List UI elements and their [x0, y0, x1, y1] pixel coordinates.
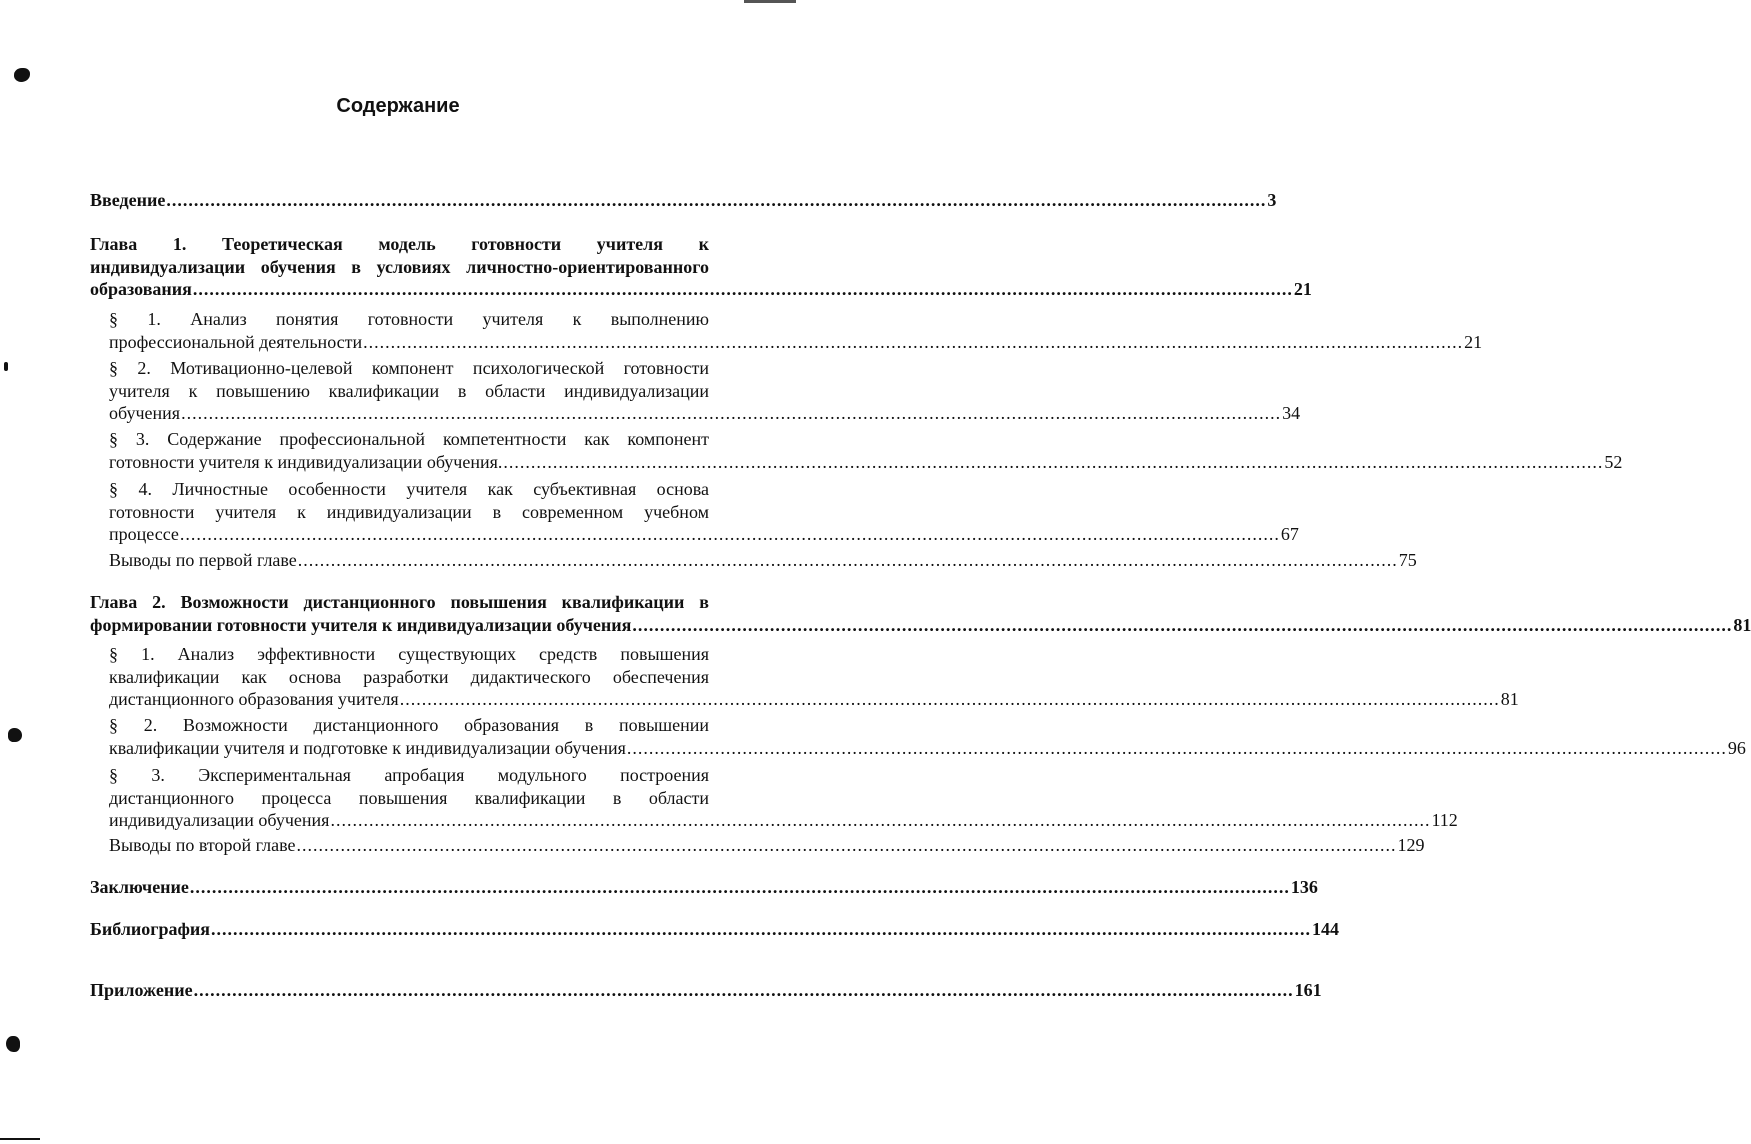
toc-page-number: 21 — [1293, 279, 1312, 299]
toc-page-number: 144 — [1312, 919, 1340, 939]
toc-page-number: 161 — [1294, 980, 1322, 1000]
toc-entry-conclusion[interactable] — [90, 876, 1318, 899]
toc-entry-label: формировании готовности учителя к индивидуализации обучения — [90, 614, 632, 635]
scan-edge-line — [744, 0, 796, 3]
toc-entry-ch1-section-1[interactable] — [109, 308, 1483, 353]
toc-page-number: 81 — [1733, 614, 1751, 635]
toc-entry-ch1-conclusions[interactable] — [109, 549, 1417, 572]
toc-entry-label: готовности учителя к индивидуализации обучения. — [109, 451, 503, 472]
toc-entry-label: Библиография — [90, 919, 211, 939]
toc-entry-ch1-section-4[interactable] — [109, 478, 1299, 546]
toc-entry-label: профессиональной деятельности — [109, 331, 363, 352]
toc-entry-text-line: Глава 2. Возможности дистанционного повышения квалификации в — [90, 592, 709, 612]
toc-line — [109, 451, 1623, 474]
toc-line — [90, 918, 1340, 941]
page-title: Содержание — [336, 95, 460, 117]
toc-line — [90, 876, 1318, 899]
toc-entry-label: индивидуализации обучения — [109, 810, 330, 830]
toc-entry-label: Введение — [90, 190, 166, 210]
toc-entry-text-line: учителя к повышению квалификации в области индивидуализации — [109, 380, 709, 401]
toc-entry-text-line: § 2. Возможности дистанционного образования в повышении — [109, 715, 709, 735]
toc-entry-text-line: готовности учителя к индивидуализации в современном учебном — [109, 501, 709, 522]
toc-entry-chapter-1[interactable] — [90, 233, 1312, 301]
toc-entry-text-line: § 2. Мотивационно-целевой компонент психологической готовности — [109, 358, 709, 378]
toc-line — [109, 834, 1425, 857]
toc-entry-label: Выводы по второй главе — [109, 835, 296, 855]
toc-entry-text-line: § 3. Экспериментальная апробация модульного построения — [109, 765, 709, 785]
toc-line — [109, 523, 1299, 546]
toc-line — [90, 189, 1277, 212]
toc-leader-dots: ........................................................................................................................................................................................................ — [192, 279, 1293, 299]
toc-entry-ch2-section-1[interactable] — [109, 643, 1519, 711]
toc-entry-text-line: дистанционного процесса повышения квалификации в области — [109, 787, 709, 808]
toc-entry-text-line: квалификации как основа разработки дидактического обеспечения — [109, 666, 709, 687]
toc-leader-dots: ........................................................................................................................................................................................................ — [626, 737, 1727, 758]
toc-entry-text-line: индивидуализации обучения в условиях личностно-ориентированного — [90, 256, 709, 277]
toc-entry-label: образования — [90, 279, 192, 299]
toc-entry-text-line: § 4. Личностные особенности учителя как субъективная основа — [109, 479, 709, 499]
toc-entry-label: дистанционного образования учителя — [109, 689, 399, 709]
toc-leader-dots: ........................................................................................................................................................................................................ — [296, 835, 1397, 855]
toc-leader-dots: ........................................................................................................................................................................................................ — [330, 810, 1431, 830]
toc-line — [90, 979, 1322, 1002]
toc-line — [109, 402, 1301, 425]
toc-entry-ch2-conclusions[interactable] — [109, 834, 1425, 857]
toc-leader-dots: ........................................................................................................................................................................................................ — [363, 331, 1464, 352]
toc-entry-text-line: § 3. Содержание профессиональной компетентности как компонент — [109, 429, 709, 449]
toc-entry-text-line: Глава 1. Теоретическая модель готовности учителя к — [90, 234, 709, 254]
toc-entry-ch2-section-3[interactable] — [109, 764, 1458, 832]
toc-page-number: 52 — [1604, 451, 1623, 472]
toc-page-number: 34 — [1282, 403, 1301, 423]
toc-entry-bibliography[interactable] — [90, 918, 1340, 941]
toc-entry-appendix[interactable] — [90, 979, 1322, 1002]
binder-hole-mark — [4, 362, 8, 371]
toc-page-number: 75 — [1398, 550, 1417, 570]
toc-line — [90, 614, 1751, 637]
toc-page-number: 136 — [1290, 877, 1318, 897]
binder-hole-mark — [6, 1036, 20, 1052]
toc-entry-text-line: § 1. Анализ понятия готовности учителя к выполнению — [109, 309, 709, 329]
toc-leader-dots: ........................................................................................................................................................................................................ — [297, 550, 1398, 570]
toc-page-number: 67 — [1280, 524, 1299, 544]
toc-line — [109, 688, 1519, 711]
toc-entry-ch2-section-2[interactable] — [109, 714, 1746, 759]
toc-line — [109, 331, 1483, 354]
toc-page-number: 3 — [1267, 190, 1277, 210]
toc-entry-label: Заключение — [90, 877, 189, 897]
toc-page-number: 112 — [1431, 810, 1458, 830]
toc-leader-dots: ........................................................................................................................................................................................................ — [503, 451, 1604, 472]
toc-leader-dots: ........................................................................................................................................................................................................ — [166, 190, 1267, 210]
toc-entry-label: квалификации учителя и подготовке к индивидуализации обучения — [109, 737, 626, 758]
toc-leader-dots: ........................................................................................................................................................................................................ — [211, 919, 1312, 939]
toc-page-number: 21 — [1464, 331, 1483, 352]
toc-line — [90, 278, 1312, 301]
toc-leader-dots: ........................................................................................................................................................................................................ — [399, 689, 1500, 709]
toc-leader-dots: ........................................................................................................................................................................................................ — [193, 980, 1294, 1000]
toc-line — [109, 549, 1417, 572]
toc-leader-dots: ........................................................................................................................................................................................................ — [181, 403, 1282, 423]
toc-entry-introduction[interactable] — [90, 189, 1277, 212]
toc-entry-ch1-section-2[interactable] — [109, 357, 1301, 425]
toc-page-number: 129 — [1397, 835, 1425, 855]
binder-hole-mark — [8, 728, 22, 742]
scan-edge-line — [0, 1138, 40, 1140]
toc-entry-label: обучения — [109, 403, 181, 423]
toc-entry-text-line: § 1. Анализ эффективности существующих средств повышения — [109, 644, 709, 664]
toc-line — [109, 737, 1746, 760]
toc-page-number: 81 — [1500, 689, 1519, 709]
toc-entry-label: Выводы по первой главе — [109, 550, 297, 570]
toc-leader-dots: ........................................................................................................................................................................................................ — [179, 524, 1280, 544]
toc-entry-label: Приложение — [90, 980, 193, 1000]
toc-entry-label: процессе — [109, 524, 179, 544]
toc-entry-ch1-section-3[interactable] — [109, 428, 1623, 473]
toc-line — [109, 809, 1458, 832]
toc-leader-dots: ........................................................................................................................................................................................................ — [632, 614, 1733, 635]
toc-leader-dots: ........................................................................................................................................................................................................ — [189, 877, 1290, 897]
toc-entry-chapter-2[interactable] — [90, 591, 1751, 636]
toc-page-number: 96 — [1727, 737, 1746, 758]
binder-hole-mark — [14, 68, 30, 82]
